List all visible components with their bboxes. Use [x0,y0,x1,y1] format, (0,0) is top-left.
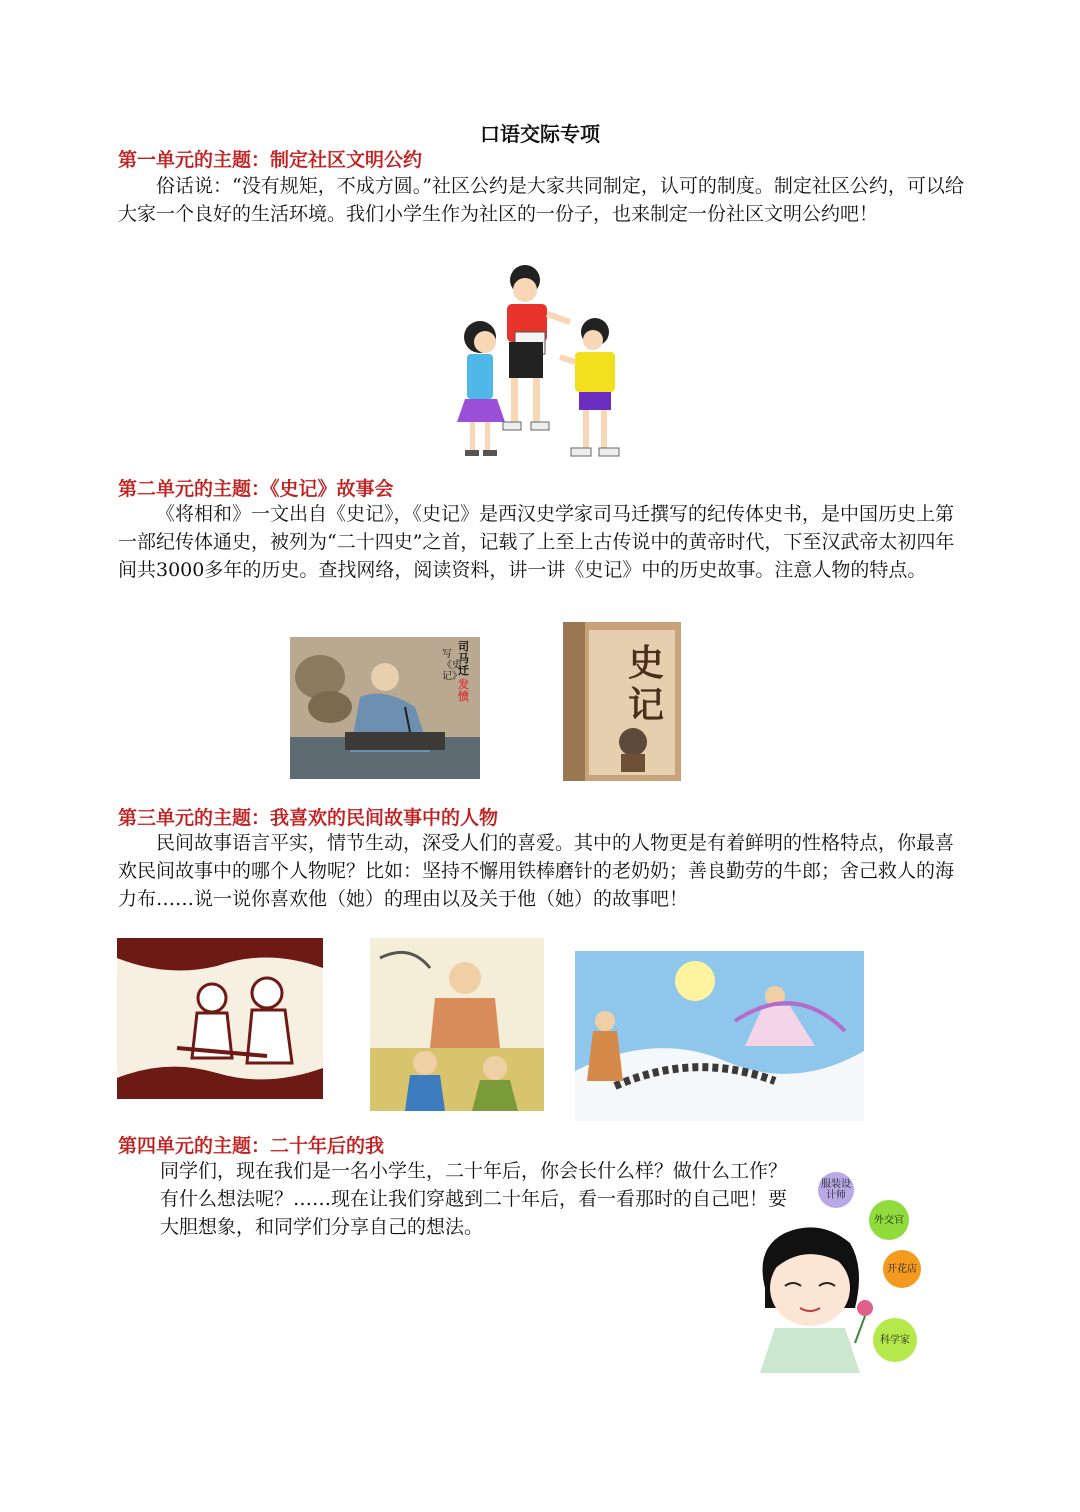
children-discussing-illustration [445,262,630,472]
dream-bubble-designer: 服装设计师 [818,1172,854,1208]
page-title: 口语交际专项 [480,122,600,146]
unit-3-heading: 第三单元的主题：我喜欢的民间故事中的人物 [118,807,499,829]
unit-1-heading: 第一单元的主题：制定社区文明公约 [118,149,423,171]
shiji-cover-title-2: 记 [628,684,665,726]
grandma-grinding-needle-illustration [117,938,323,1099]
shiji-cover-title-1: 史 [628,642,665,684]
hailibu-illustration [370,938,544,1111]
simaqian-writing-illustration [290,637,480,779]
simaqian-caption-name: 司马迁 [458,640,469,677]
unit-1-text: 俗话说：“没有规矩，不成方圆。”社区公约是大家共同制定，认可的制度。制定社区公约，可以给大家一个良好的生活环境。我们小学生作为社区的一份子，也来制定一份社区文明公约吧！ [118,175,964,225]
dream-bubble-florist: 开花店 [883,1250,921,1288]
unit-4-text: 同学们，现在我们是一名小学生，二十年后，你会长什么样？做什么工作？有什么想法呢？……现在让我们穿越到二十年后，看一看那时的自己吧！要大胆想象，和同学们分享自己的想法。 [160,1160,788,1238]
simaqian-caption-write: 写《史记》 [442,649,462,682]
simaqian-caption-fafen: 发愤 [458,678,469,703]
unit-2-heading: 第二单元的主题：《史记》故事会 [118,478,394,500]
unit-4-heading: 第四单元的主题：二十年后的我 [118,1135,385,1157]
future-girl-illustration [745,1168,945,1378]
shiji-book-cover [563,622,681,781]
dream-bubble-scientist: 科学家 [873,1318,917,1362]
dream-bubble-diplomat: 外交官 [869,1200,909,1240]
unit-3-text: 民间故事语言平实，情节生动，深受人们的喜爱。其中的人物更是有着鲜明的性格特点，你最喜欢民间故事中的哪个人物呢？比如：坚持不懈用铁棒磨针的老奶奶；善良勤劳的牛郎；舍己救人的海力布……说一说你喜欢他（她）的理由以及关于他（她）的故事吧！ [118,832,955,910]
unit-2-text: 《将相和》一文出自《史记》，《史记》是西汉史学家司马迁撰写的纪传体史书，是中国历史上第一部纪传体通史，被列为“二十四史”之首，记载了上至上古传说中的黄帝时代，下至汉武帝太初四年间共3000多年的历史。查找网络，阅读资料，讲一讲《史记》中的历史故事。注意人物的特点。 [118,503,955,581]
cowherd-weaver-girl-illustration [575,951,864,1121]
